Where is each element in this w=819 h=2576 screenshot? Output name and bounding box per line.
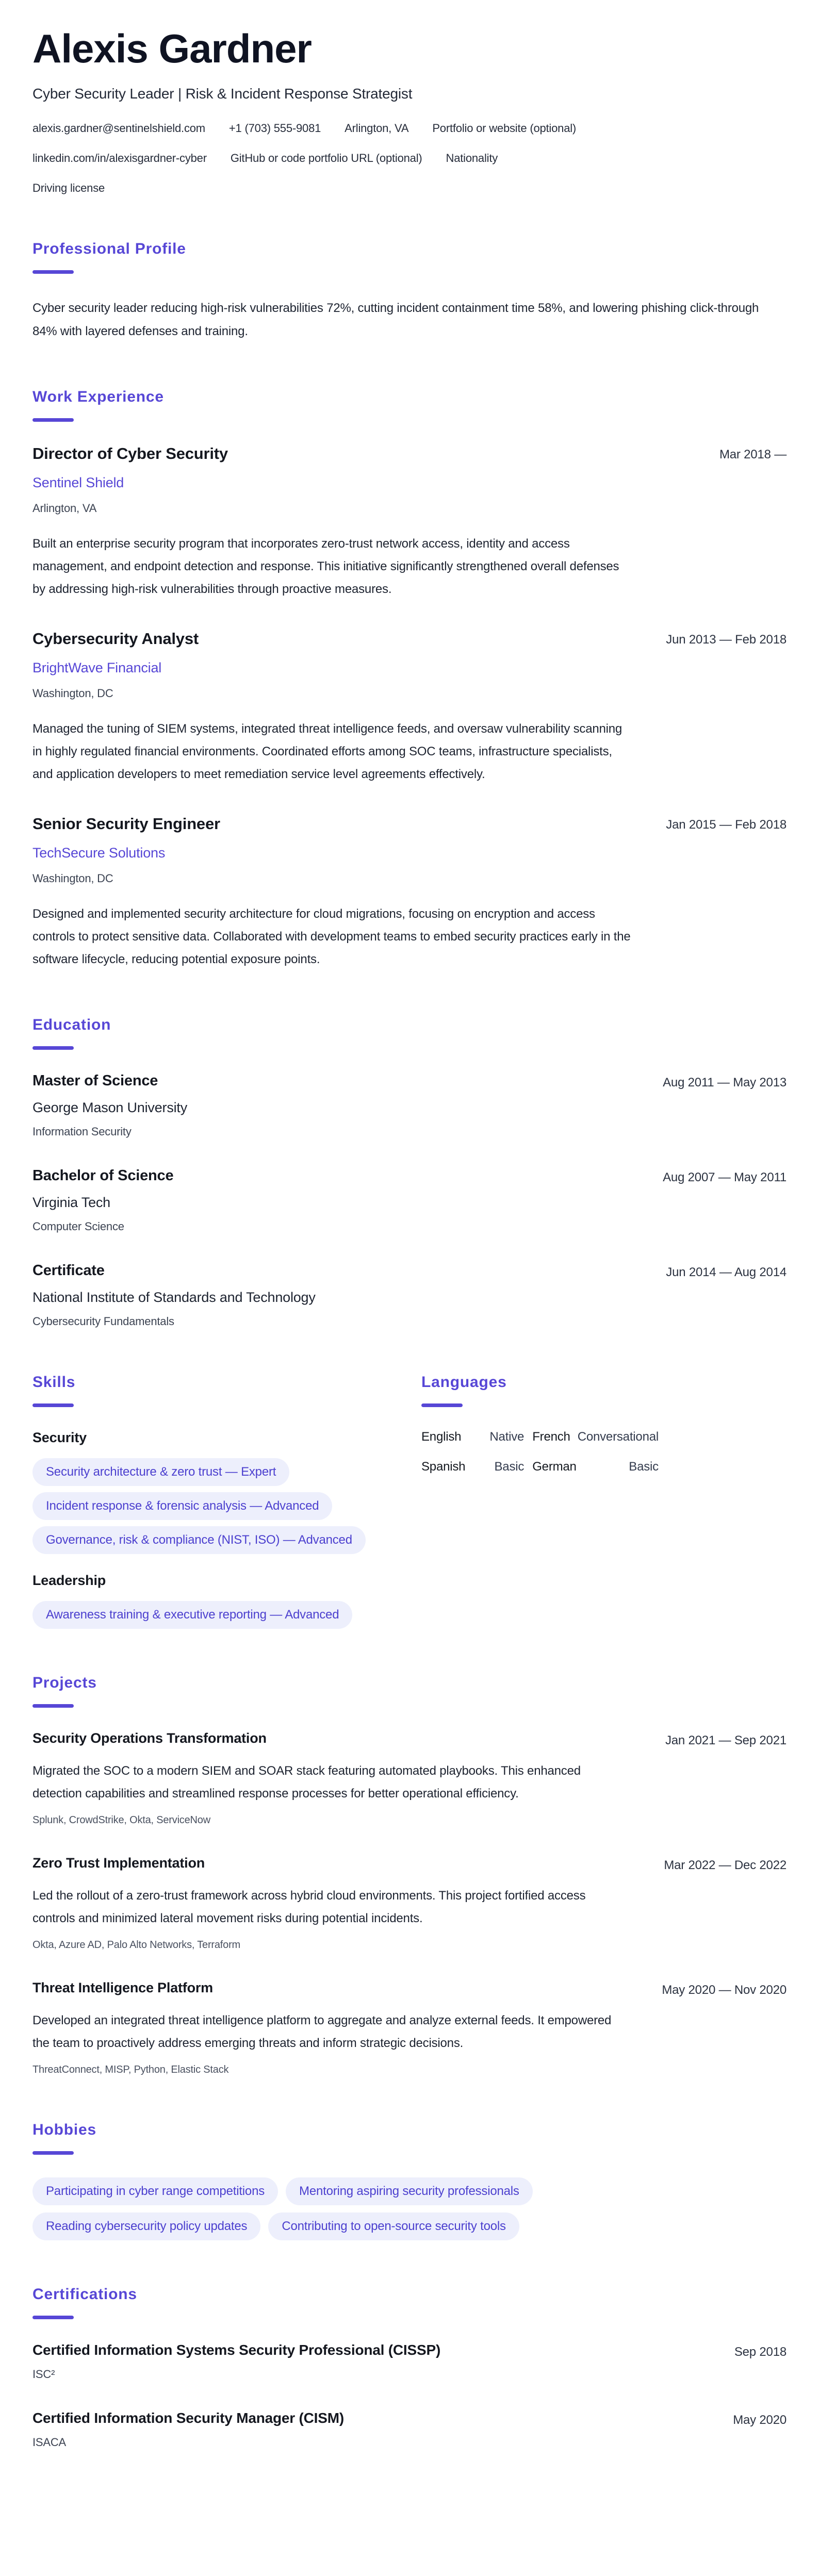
education-dates: Aug 2007 — May 2011 (663, 1170, 787, 1184)
profile-summary: Cyber security leader reducing high-risk vulnerabilities 72%, cutting incident containment time 58%, and lowering phishing click-through 84% with layered defenses and training. (32, 301, 759, 338)
certification-date: Sep 2018 (734, 2344, 787, 2359)
skill-group (32, 1430, 421, 1554)
education-dates: Aug 2011 — May 2013 (663, 1075, 787, 1089)
project-tools: Okta, Azure AD, Palo Alto Networks, Terraform (32, 1939, 241, 1951)
certification-list (32, 2342, 787, 2449)
language-name: German (532, 1459, 577, 1474)
resume-header (32, 28, 787, 195)
language-level: Basic (494, 1459, 525, 1474)
language-level: Basic (629, 1459, 659, 1474)
hobby-pills (32, 2177, 600, 2240)
contact-row (32, 152, 787, 165)
job-company-link[interactable]: TechSecure Solutions (32, 845, 166, 861)
section-professional-profile (32, 240, 787, 343)
job-title: Senior Security Engineer (32, 814, 220, 833)
hobby-pill: Mentoring aspiring security professionals (286, 2177, 533, 2205)
field-of-study: Information Security (32, 1125, 132, 1138)
section-heading: Professional Profile (32, 240, 186, 257)
education-entry (32, 1167, 787, 1233)
project-list (32, 1730, 787, 2076)
project-entry (32, 1730, 787, 1826)
education-entry (32, 1262, 787, 1328)
section-underline (32, 1704, 74, 1708)
candidate-headline: Cyber Security Leader | Risk & Incident Response Strategist (32, 85, 413, 102)
skill-pill: Incident response & forensic analysis — Advanced (32, 1492, 332, 1520)
contact-info (32, 122, 787, 195)
contact-item: Arlington, VA (345, 121, 409, 135)
education-entry (32, 1072, 787, 1138)
language-name: English (421, 1429, 462, 1444)
section-heading: Education (32, 1016, 111, 1033)
project-entry (32, 1980, 787, 2076)
job-dates: Mar 2018 — (719, 447, 787, 461)
job-entry (32, 630, 787, 786)
school-name: George Mason University (32, 1099, 188, 1115)
job-location: Washington, DC (32, 686, 113, 700)
hobby-pill: Participating in cyber range competitions (32, 2177, 278, 2205)
language-level: Conversational (577, 1429, 659, 1444)
section-heading: Projects (32, 1674, 97, 1691)
job-company-link[interactable]: Sentinel Shield (32, 474, 124, 490)
job-dates: Jan 2015 — Feb 2018 (666, 817, 787, 832)
section-underline (32, 270, 74, 274)
contact-item: linkedin.com/in/alexisgardner-cyber (32, 151, 207, 164)
education-list (32, 1072, 787, 1328)
section-work-experience (32, 388, 787, 971)
language-entry (532, 1460, 659, 1474)
degree-title: Bachelor of Science (32, 1167, 174, 1184)
job-entry (32, 815, 787, 971)
contact-item: GitHub or code portfolio URL (optional) (230, 151, 422, 164)
skill-pills (32, 1458, 421, 1554)
job-description: Built an enterprise security program that incorporates zero-trust network access, identity and access management, and endpoint detection and response. This initiative significantly strengthened overall defenses by addressing high-risk vulnerabilities through proactive measures. (32, 536, 619, 596)
language-grid (421, 1430, 659, 1474)
hobby-pill: Contributing to open-source security tools (268, 2212, 519, 2240)
skill-pills (32, 1601, 421, 1629)
contact-row (32, 122, 787, 135)
job-dates: Jun 2013 — Feb 2018 (666, 632, 787, 647)
project-tools: ThreatConnect, MISP, Python, Elastic Stack (32, 2063, 229, 2075)
skill-pill: Awareness training & executive reporting — Advanced (32, 1601, 352, 1629)
project-dates: Mar 2022 — Dec 2022 (664, 1858, 787, 1872)
project-title: Threat Intelligence Platform (32, 1979, 213, 1995)
project-title: Security Operations Transformation (32, 1730, 267, 1746)
language-entry (532, 1430, 659, 1444)
language-entry (421, 1460, 524, 1474)
section-underline (32, 418, 74, 422)
section-underline (32, 1046, 74, 1050)
job-description: Designed and implemented security architecture for cloud migrations, focusing on encryption and access controls to protect sensitive data. Collaborated with development teams to embed security practices early in the software lifecycle, reducing potential exposure points. (32, 906, 631, 966)
job-title: Cybersecurity Analyst (32, 629, 199, 648)
language-name: Spanish (421, 1459, 466, 1474)
section-heading: Skills (32, 1373, 76, 1391)
certification-issuer: ISACA (32, 2435, 67, 2449)
school-name: Virginia Tech (32, 1194, 111, 1210)
certification-entry (32, 2410, 787, 2449)
certification-issuer: ISC² (32, 2367, 55, 2381)
skill-category: Security (32, 1429, 87, 1445)
certification-date: May 2020 (733, 2413, 787, 2427)
language-name: French (532, 1429, 570, 1444)
project-dates: May 2020 — Nov 2020 (662, 1983, 787, 1997)
section-hobbies (32, 2121, 787, 2240)
education-dates: Jun 2014 — Aug 2014 (666, 1265, 787, 1279)
skill-pill: Governance, risk & compliance (NIST, ISO) — Advanced (32, 1526, 366, 1554)
certification-title: Certified Information Systems Security Professional (CISSP) (32, 2341, 441, 2358)
section-heading: Languages (421, 1373, 507, 1391)
job-list (32, 444, 787, 971)
section-skills (32, 1374, 421, 1629)
project-tools: Splunk, CrowdStrike, Okta, ServiceNow (32, 1814, 210, 1826)
skill-groups (32, 1430, 421, 1629)
job-location: Washington, DC (32, 871, 113, 885)
project-description: Led the rollout of a zero-trust framework across hybrid cloud environments. This project fortified access controls and minimized lateral movement risks during potential incidents. (32, 1888, 586, 1925)
field-of-study: Cybersecurity Fundamentals (32, 1314, 174, 1328)
section-languages (421, 1374, 787, 1629)
job-title: Director of Cyber Security (32, 444, 228, 463)
section-heading: Work Experience (32, 388, 164, 405)
section-heading: Certifications (32, 2285, 137, 2303)
section-underline (32, 2316, 74, 2319)
school-name: National Institute of Standards and Technology (32, 1289, 316, 1305)
skill-pill: Security architecture & zero trust — Expert (32, 1458, 289, 1486)
skill-group (32, 1573, 421, 1629)
project-description: Developed an integrated threat intelligence platform to aggregate and analyze external feeds. It empowered the team to proactively address emerging threats and inform strategic decisions. (32, 2013, 612, 2050)
job-location: Arlington, VA (32, 501, 97, 515)
skill-category: Leadership (32, 1572, 106, 1588)
skills-languages-row (32, 1374, 787, 1629)
job-company-link[interactable]: BrightWave Financial (32, 659, 162, 675)
section-projects (32, 1674, 787, 2076)
certification-entry (32, 2342, 787, 2381)
contact-item: Driving license (32, 181, 105, 194)
contact-item: alexis.gardner@sentinelshield.com (32, 121, 205, 135)
contact-item: Nationality (446, 151, 498, 164)
section-underline (32, 2151, 74, 2155)
section-underline (421, 1403, 463, 1407)
section-certifications (32, 2286, 787, 2449)
language-entry (421, 1430, 524, 1444)
project-title: Zero Trust Implementation (32, 1855, 205, 1871)
contact-row (32, 181, 787, 195)
section-underline (32, 1403, 74, 1407)
hobby-pill: Reading cybersecurity policy updates (32, 2212, 260, 2240)
project-description: Migrated the SOC to a modern SIEM and SOAR stack featuring automated playbooks. This enhanced detection capabilities and streamlined response processes for better operational efficiency. (32, 1763, 581, 1801)
candidate-name: Alexis Gardner (32, 26, 312, 71)
contact-item: Portfolio or website (optional) (432, 121, 577, 135)
degree-title: Master of Science (32, 1072, 158, 1089)
project-entry (32, 1855, 787, 1951)
section-education (32, 1016, 787, 1328)
section-heading: Hobbies (32, 2121, 96, 2138)
project-dates: Jan 2021 — Sep 2021 (665, 1733, 787, 1747)
job-description: Managed the tuning of SIEM systems, integrated threat intelligence feeds, and oversaw vulnerability scanning in highly regulated financial environments. Coordinated efforts among SOC teams, infrastructure specialists, and application developers to meet remediation service level agreements effectively. (32, 721, 623, 781)
degree-title: Certificate (32, 1262, 105, 1279)
language-level: Native (489, 1429, 525, 1444)
field-of-study: Computer Science (32, 1219, 124, 1233)
contact-item: +1 (703) 555-9081 (228, 121, 321, 135)
certification-title: Certified Information Security Manager (CISM) (32, 2409, 344, 2426)
job-entry (32, 444, 787, 601)
